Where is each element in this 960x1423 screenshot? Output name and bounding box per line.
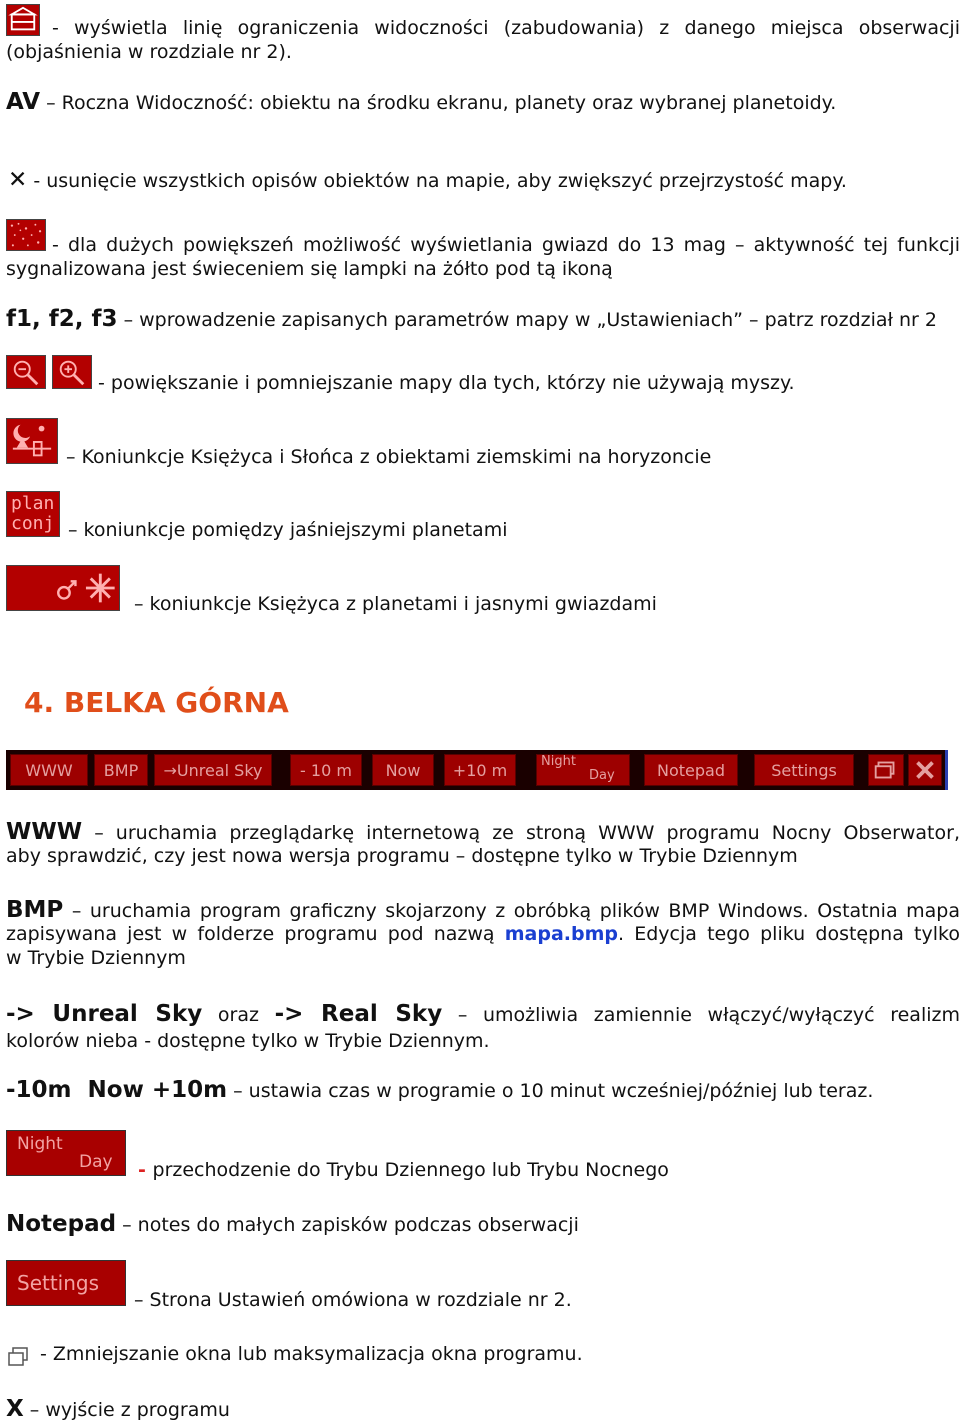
night-label: Night: [541, 754, 576, 769]
www-line2: aby sprawdzić, czy jest nowa wersja programu – dostępne tylko w Trybie Dziennym: [6, 845, 798, 867]
presets-description: [6, 307, 960, 332]
bmp-key: BMP: [6, 897, 64, 923]
unreal-sky-button[interactable]: →Unreal Sky: [154, 754, 272, 786]
moon-stars-text: – koniunkcje Księżyca z planetami i jasnymi gwiazdami: [134, 593, 657, 615]
time-description: [6, 1078, 960, 1103]
restore-window-icon: [869, 755, 903, 785]
zoom-out-icon: [6, 355, 46, 389]
plan-conj-text: – koniunkcje pomiędzy jaśniejszymi planetami: [68, 519, 508, 541]
horizon-text-line1: - wyświetla linię ograniczenia widoczności (zabudowania) z danego miejsca obserwacji: [52, 17, 960, 39]
close-icon: [909, 755, 941, 785]
planet-conjunction-icon: [6, 491, 60, 537]
notepad-description: [6, 1212, 960, 1237]
zoom-in-icon: [52, 355, 92, 389]
presets-text: – wprowadzenie zapisanych parametrów mapy w „Ustawieniach” – patrz rozdział nr 2: [117, 309, 937, 331]
av-key: AV: [6, 89, 41, 115]
night-day-image: [6, 1130, 126, 1176]
restore-window-icon: [6, 1346, 30, 1368]
bmp-line2: [6, 922, 960, 946]
minus-10-button[interactable]: - 10 m: [290, 754, 362, 786]
www-description: [6, 820, 960, 845]
av-description: [6, 90, 960, 115]
plan-conj-label-bottom: conj: [11, 513, 55, 534]
real-sky-key: -> Real Sky: [274, 1001, 443, 1027]
www-key: WWW: [6, 819, 83, 845]
bmp-button[interactable]: BMP: [94, 754, 148, 786]
bmp-description: [6, 898, 960, 923]
settings-image: Settings: [6, 1260, 126, 1306]
settings-button[interactable]: Settings: [754, 754, 854, 786]
plus-10-button[interactable]: +10 m: [444, 754, 516, 786]
clear-labels-description: [6, 168, 960, 193]
av-text: – Roczna Widoczność: obiektu na środku ekranu, planety oraz wybranej planetoidy.: [40, 92, 837, 114]
conj-horizon-text: – Koniunkcje Księżyca i Słońca z obiektami ziemskimi na horyzoncie: [66, 446, 712, 468]
stars-description: [6, 233, 960, 257]
exit-button[interactable]: [908, 754, 942, 786]
horizon-description: [6, 16, 960, 40]
bmp-line2-a: zapisywana jest w folderze programu pod nazwą: [6, 923, 505, 945]
close-icon: ✕: [8, 167, 28, 193]
night-day-image-night: Night: [17, 1134, 63, 1154]
exit-text: – wyjście z programu: [23, 1399, 230, 1421]
restore-text: - Zmniejszanie okna lub maksymalizacja okna programu.: [40, 1343, 583, 1365]
sky-line2: kolorów nieba - dostępne tylko w Trybie Dziennym.: [6, 1030, 490, 1052]
sky-line1: – umożliwia zamiennie włączyć/wyłączyć realizm: [442, 1004, 960, 1026]
night-day-image-day: Day: [79, 1152, 113, 1172]
www-line1: – uruchamia przeglądarkę internetową ze stroną WWW programu Nocny Obserwator,: [82, 822, 960, 844]
exit-description: [6, 1397, 960, 1422]
zoom-text: - powiększanie i pomniejszanie mapy dla tych, którzy nie używają myszy.: [98, 372, 795, 394]
unreal-sky-key: -> Unreal Sky: [6, 1001, 203, 1027]
bmp-line1: – uruchamia program graficzny skojarzony z obróbką plików BMP Windows. Ostatnia mapa: [63, 900, 960, 922]
www-button[interactable]: WWW: [10, 754, 88, 786]
restore-window-button[interactable]: [868, 754, 904, 786]
night-day-text: przechodzenie do Trybu Dziennego lub Trybu Nocnego: [152, 1159, 669, 1181]
bmp-filename: mapa.bmp: [504, 923, 618, 945]
exit-key: X: [6, 1396, 24, 1422]
time-key: -10m Now +10m: [6, 1077, 228, 1103]
stars-text-line2: sygnalizowana jest świeceniem się lampki na żółto pod tą ikoną: [6, 258, 613, 280]
night-day-button[interactable]: [536, 754, 630, 786]
notepad-key: Notepad: [6, 1211, 117, 1237]
time-text: – ustawia czas w programie o 10 minut wcześniej/później lub teraz.: [227, 1080, 874, 1102]
sky-description: [6, 1002, 960, 1027]
bmp-line2-b: . Edycja tego pliku dostępna tylko: [618, 923, 960, 945]
sky-oraz: oraz: [202, 1004, 275, 1026]
moon-planets-stars-icon: [6, 565, 120, 611]
horizon-text-line2: (objaśnienia w rozdziale nr 2).: [6, 41, 292, 63]
notepad-text: – notes do małych zapisków podczas obserwacji: [116, 1214, 579, 1236]
night-day-description: [138, 1158, 960, 1182]
moon-sun-horizon-conjunction-icon: [6, 418, 58, 464]
section-heading: 4. BELKA GÓRNA: [24, 686, 289, 719]
stars-text-line1: - dla dużych powiększeń możliwość wyświetlania gwiazd do 13 mag – aktywność tej funkcji: [52, 234, 960, 256]
plan-conj-label-top: plan: [11, 493, 55, 514]
night-day-dash: -: [138, 1159, 153, 1181]
clear-labels-text: - usunięcie wszystkich opisów obiektów na mapie, aby zwiększyć przejrzystość mapy.: [27, 170, 847, 192]
settings-text: – Strona Ustawień omówiona w rozdziale nr 2.: [134, 1289, 572, 1311]
now-button[interactable]: Now: [372, 754, 434, 786]
day-label: Day: [589, 768, 615, 783]
top-toolbar: [6, 750, 948, 790]
bmp-line3: w Trybie Dziennym: [6, 947, 186, 969]
presets-key: f1, f2, f3: [6, 306, 118, 332]
notepad-button[interactable]: Notepad: [644, 754, 738, 786]
